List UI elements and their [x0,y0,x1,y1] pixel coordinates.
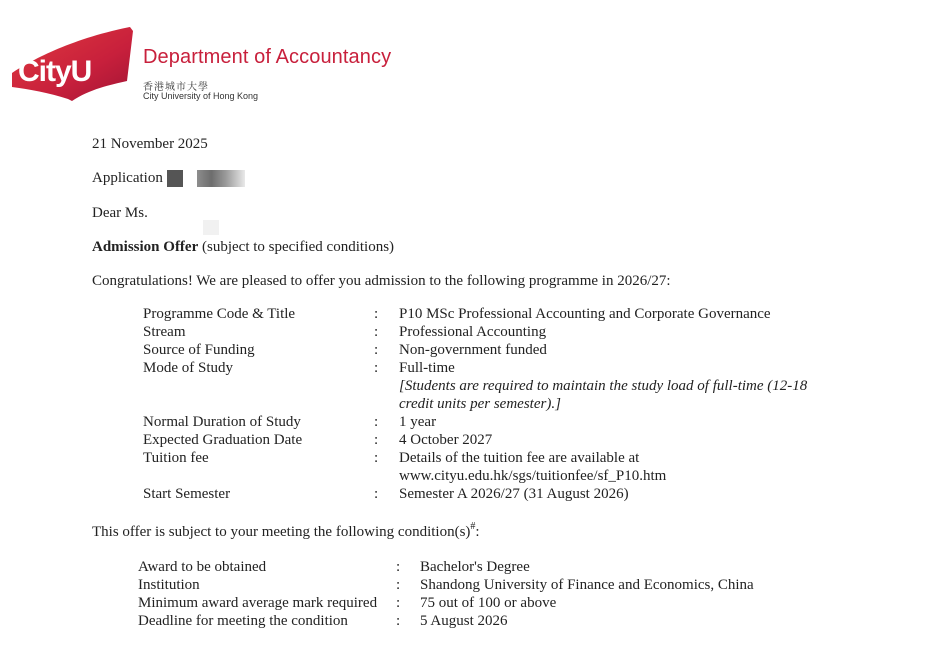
row-label: Programme Code & Title [143,306,296,322]
row-label: Source of Funding [143,342,255,358]
table-row [143,431,807,449]
row-value: Bachelor's Degree [420,559,530,575]
redaction-block [167,170,183,187]
table-row [143,323,807,341]
offer-subtitle: (subject to specified conditions) [198,239,395,255]
row-value: 4 October 2027 [399,432,493,448]
row-value [399,359,807,413]
redaction-block [203,220,219,235]
table-row [143,449,807,485]
cityu-logo [10,27,134,103]
application-label: Application [92,170,163,186]
table-row [138,576,754,594]
table-row [138,612,754,630]
table-row [143,341,807,359]
department-name: Department of Accountancy [143,46,392,68]
row-value [399,449,807,485]
row-separator: : [374,432,379,448]
cityu-logo-mark [10,27,134,103]
tuition-url: www.cityu.edu.hk/sgs/tuitionfee/sf_P10.htm [399,468,667,484]
row-separator: : [374,324,379,340]
table-row [143,305,807,323]
row-separator: : [374,450,379,466]
letter-date: 21 November 2025 [92,136,208,152]
row-separator: : [396,595,401,611]
programme-details-table [143,305,807,503]
table-row [143,359,807,413]
table-row [138,558,754,576]
table-row [143,485,807,503]
congratulations-text: Congratulations! We are pleased to offer you admission to the following programme in 2026/27: [92,273,671,289]
row-separator: : [374,342,379,358]
university-chinese-name: 香港城市大學 [143,82,209,93]
row-label: Minimum award average mark required [138,595,378,611]
study-load-note: [Students are required to maintain the study load of full-time (12-18 [399,378,808,394]
row-label: Expected Graduation Date [143,432,303,448]
row-value: Non-government funded [399,342,547,358]
row-value: Semester A 2026/27 (31 August 2026) [399,486,629,502]
row-value: Shandong University of Finance and Economics, China [420,577,754,593]
mode-value: Full-time [399,360,455,376]
offer-heading [92,238,394,256]
row-label: Tuition fee [143,450,209,466]
university-english-name: City University of Hong Kong [143,91,259,101]
row-separator: : [396,559,401,575]
row-label: Mode of Study [143,360,233,376]
row-value: 75 out of 100 or above [420,595,557,611]
condition-intro-colon: : [475,524,480,540]
condition-intro [92,523,480,541]
logo-text: CityU [18,55,92,88]
row-label: Stream [143,324,186,340]
condition-intro-text: This offer is subject to your meeting the following condition(s) [92,524,471,540]
row-value: 1 year [399,414,437,430]
table-row [138,594,754,612]
row-separator: : [374,306,379,322]
conditions-table [138,558,754,630]
tuition-text: Details of the tuition fee are available at [399,450,640,466]
row-value: P10 MSc Professional Accounting and Corporate Governance [399,306,771,322]
row-value: Professional Accounting [399,324,547,340]
salutation: Dear Ms. [92,205,148,221]
redaction-block [197,170,245,187]
study-load-note: credit units per semester).] [399,396,561,412]
row-label: Normal Duration of Study [143,414,301,430]
row-separator: : [374,414,379,430]
condition-footnote-mark: # [470,521,476,532]
row-label: Start Semester [143,486,231,502]
table-row [143,413,807,431]
row-value: 5 August 2026 [420,613,508,629]
row-label: Institution [138,577,200,593]
row-separator: : [396,577,401,593]
application-line [92,169,245,187]
row-separator: : [374,360,379,376]
row-label: Deadline for meeting the condition [138,613,348,629]
row-separator: : [396,613,401,629]
row-label: Award to be obtained [138,559,267,575]
row-separator: : [374,486,379,502]
offer-title: Admission Offer [92,239,199,255]
